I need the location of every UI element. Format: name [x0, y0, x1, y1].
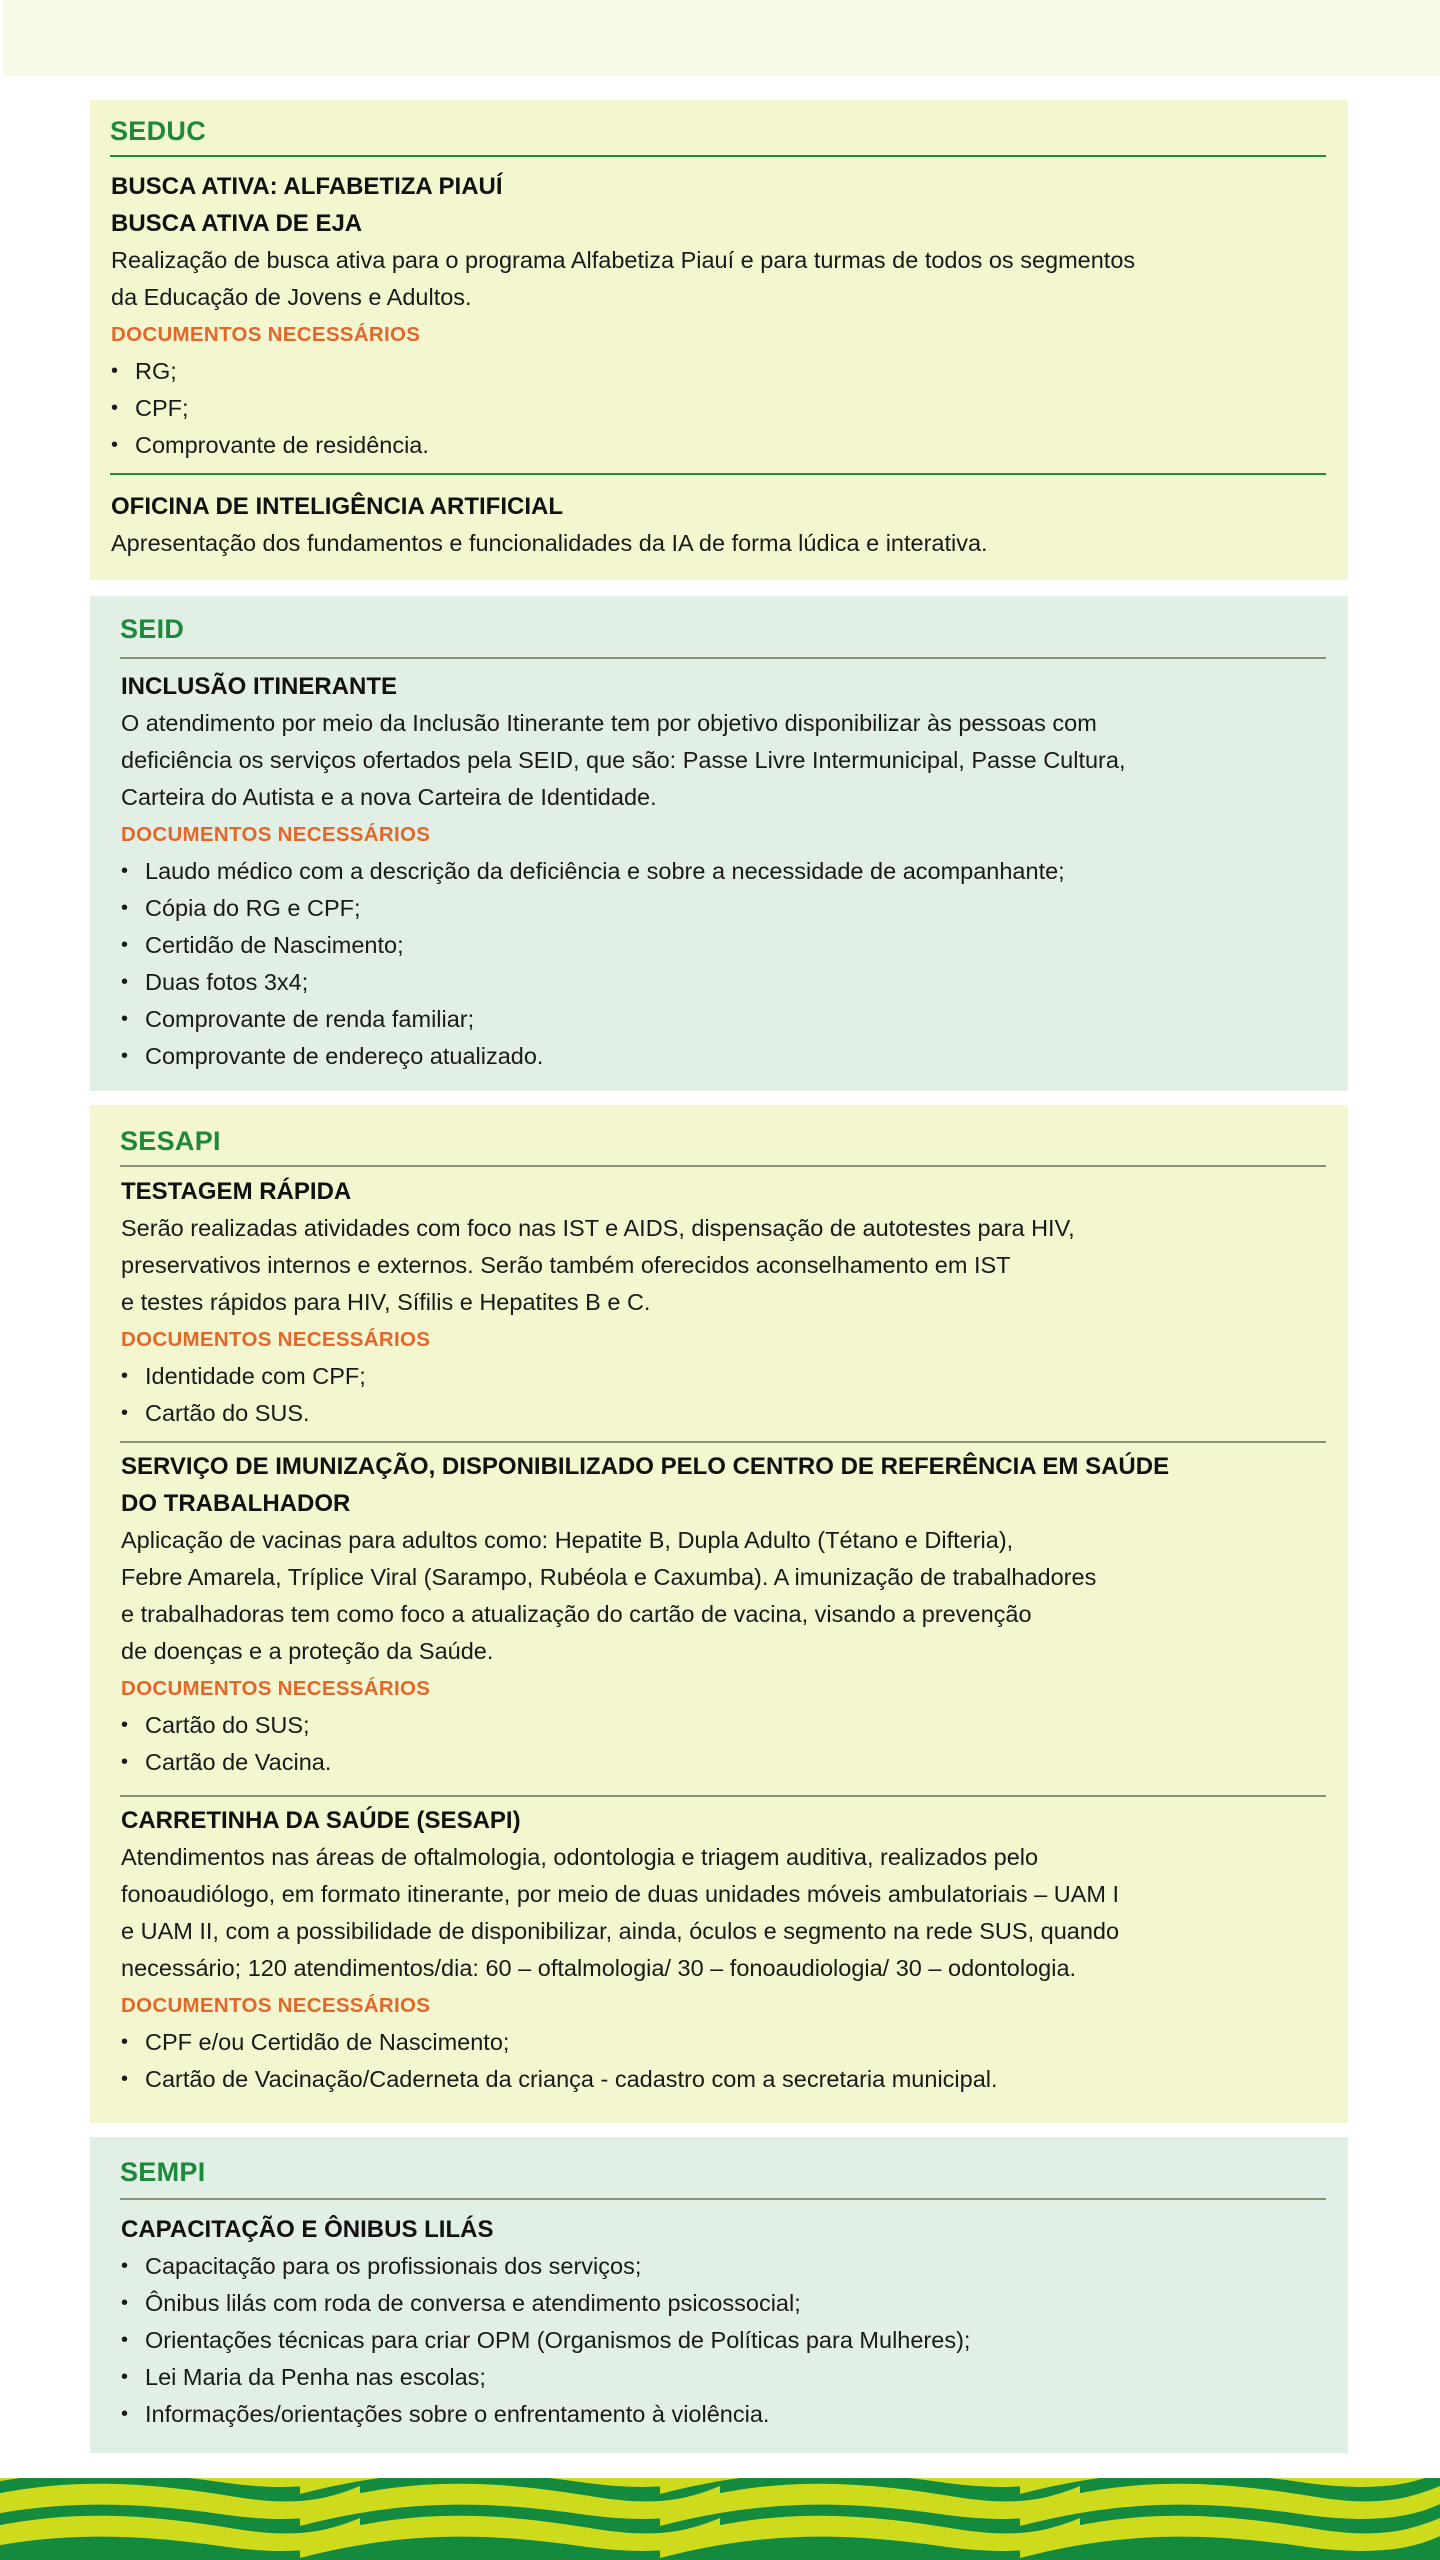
testagem-block: [121, 1173, 1336, 1432]
item-title: SERVIÇO DE IMUNIZAÇÃO, DISPONIBILIZADO PELO CENTRO DE REFERÊNCIA EM SAÚDE: [121, 1453, 1170, 1480]
item-title: CARRETINHA DA SAÚDE (SESAPI): [121, 1807, 521, 1834]
item-description: Febre Amarela, Tríplice Viral (Sarampo, Rubéola e Caxumba). A imunização de trabalhadores: [121, 1564, 1097, 1590]
bullet-icon: •: [121, 2031, 129, 2053]
bullet-icon: •: [121, 1045, 129, 1067]
section-seid: [90, 596, 1348, 1091]
oficina-ia-block: [111, 488, 1331, 562]
bullet-icon: •: [121, 2255, 129, 2277]
list-item: • Identidade com CPF;: [121, 1358, 1336, 1395]
footer-wave-pattern: [0, 2478, 1440, 2560]
item-title: DO TRABALHADOR: [121, 1490, 351, 1517]
item-title: BUSCA ATIVA: ALFABETIZA PIAUÍ: [111, 173, 503, 200]
docs-list: [121, 2024, 1336, 2098]
item-title: INCLUSÃO ITINERANTE: [121, 673, 397, 700]
docs-label: DOCUMENTOS NECESSÁRIOS: [121, 823, 431, 846]
list-item: • Cartão do SUS;: [121, 1707, 1336, 1744]
bullet-icon: •: [111, 434, 119, 456]
bullet-icon: •: [121, 860, 129, 882]
section-divider: [120, 1165, 1326, 1167]
bullet-icon: •: [121, 1365, 129, 1387]
list-item: • Duas fotos 3x4;: [121, 964, 1336, 1001]
list-item: • Orientações técnicas para criar OPM (Organismos de Políticas para Mulheres);: [121, 2322, 1336, 2359]
docs-list: [111, 353, 1331, 464]
item-description: preservativos internos e externos. Serão também oferecidos aconselhamento em IST: [121, 1252, 1011, 1278]
item-description: Apresentação dos fundamentos e funcionalidades da IA de forma lúdica e interativa.: [111, 530, 988, 556]
docs-label: DOCUMENTOS NECESSÁRIOS: [121, 1677, 431, 1700]
bullet-icon: •: [121, 2068, 129, 2090]
item-description: de doenças e a proteção da Saúde.: [121, 1638, 494, 1664]
list-item: • Laudo médico com a descrição da deficiência e sobre a necessidade de acompanhante;: [121, 853, 1336, 890]
item-title: BUSCA ATIVA DE EJA: [111, 210, 363, 237]
list-item: • Lei Maria da Penha nas escolas;: [121, 2359, 1336, 2396]
item-description: e UAM II, com a possibilidade de disponibilizar, ainda, óculos e segmento na rede SUS, quando: [121, 1918, 1120, 1944]
item-description: fonoaudiólogo, em formato itinerante, por meio de duas unidades móveis ambulatoriais – UAM I: [121, 1881, 1119, 1907]
item-divider: [120, 1795, 1326, 1797]
docs-list: [121, 1358, 1336, 1432]
carretinha-block: [121, 1802, 1336, 2098]
item-description: Realização de busca ativa para o programa Alfabetiza Piauí e para turmas de todos os segmentos: [111, 247, 1136, 273]
item-description: O atendimento por meio da Inclusão Itinerante tem por objetivo disponibilizar às pessoas com: [121, 710, 1097, 736]
item-description: Aplicação de vacinas para adultos como: Hepatite B, Dupla Adulto (Tétano e Difteria),: [121, 1527, 1014, 1553]
bullet-icon: •: [121, 2366, 129, 2388]
item-divider: [110, 473, 1326, 475]
docs-label: DOCUMENTOS NECESSÁRIOS: [121, 1328, 431, 1351]
bullet-icon: •: [121, 1751, 129, 1773]
docs-label: DOCUMENTOS NECESSÁRIOS: [111, 323, 421, 346]
section-title: SEID: [120, 614, 185, 644]
docs-list: [121, 853, 1336, 1075]
item-description: da Educação de Jovens e Adultos.: [111, 284, 472, 310]
list-item: • Comprovante de endereço atualizado.: [121, 1038, 1336, 1075]
item-description: e trabalhadoras tem como foco a atualização do cartão de vacina, visando a prevenção: [121, 1601, 1032, 1627]
bullet-icon: •: [111, 360, 119, 382]
docs-label: DOCUMENTOS NECESSÁRIOS: [121, 1994, 431, 2017]
list-item: • CPF;: [111, 390, 1331, 427]
item-description: Serão realizadas atividades com foco nas IST e AIDS, dispensação de autotestes para HIV,: [121, 1215, 1075, 1241]
section-divider: [120, 2198, 1326, 2200]
list-item: • Cartão do SUS.: [121, 1395, 1336, 1432]
item-description: deficiência os serviços ofertados pela SEID, que são: Passe Livre Intermunicipal, Passe Cultura,: [121, 747, 1126, 773]
list-item: • Cartão de Vacina.: [121, 1744, 1336, 1781]
section-title: SESAPI: [120, 1126, 221, 1156]
list-item: • Comprovante de residência.: [111, 427, 1331, 464]
section-seduc: [90, 100, 1348, 580]
items-list: [121, 2248, 1336, 2433]
bullet-icon: •: [121, 2403, 129, 2425]
bullet-icon: •: [121, 971, 129, 993]
list-item: • Informações/orientações sobre o enfrentamento à violência.: [121, 2396, 1336, 2433]
item-description: Carteira do Autista e a nova Carteira de Identidade.: [121, 784, 657, 810]
list-item: • RG;: [111, 353, 1331, 390]
bullet-icon: •: [121, 1402, 129, 1424]
bullet-icon: •: [121, 934, 129, 956]
list-item: • Cartão de Vacinação/Caderneta da criança - cadastro com a secretaria municipal.: [121, 2061, 1336, 2098]
item-title: OFICINA DE INTELIGÊNCIA ARTIFICIAL: [111, 493, 563, 520]
list-item: • Certidão de Nascimento;: [121, 927, 1336, 964]
list-item: • Comprovante de renda familiar;: [121, 1001, 1336, 1038]
bullet-icon: •: [121, 2329, 129, 2351]
busca-ativa-block: [111, 168, 1331, 464]
item-title: CAPACITAÇÃO E ÔNIBUS LILÁS: [121, 2216, 494, 2243]
imunizacao-block: [121, 1448, 1336, 1781]
list-item: • Cópia do RG e CPF;: [121, 890, 1336, 927]
item-divider: [120, 1441, 1326, 1443]
docs-list: [121, 1707, 1336, 1781]
section-divider: [110, 155, 1326, 157]
bullet-icon: •: [121, 897, 129, 919]
section-title: SEMPI: [120, 2157, 206, 2187]
bullet-icon: •: [121, 1008, 129, 1030]
bullet-icon: •: [111, 397, 119, 419]
capacitacao-block: [121, 2211, 1336, 2433]
item-description: Atendimentos nas áreas de oftalmologia, odontologia e triagem auditiva, realizados pelo: [121, 1844, 1039, 1870]
bullet-icon: •: [121, 2292, 129, 2314]
section-sesapi: [90, 1105, 1348, 2123]
list-item: • CPF e/ou Certidão de Nascimento;: [121, 2024, 1336, 2061]
top-band: [3, 0, 1440, 76]
bullet-icon: •: [121, 1714, 129, 1736]
list-item: • Ônibus lilás com roda de conversa e atendimento psicossocial;: [121, 2285, 1336, 2322]
item-description: necessário; 120 atendimentos/dia: 60 – oftalmologia/ 30 – fonoaudiologia/ 30 – odontologia.: [121, 1955, 1077, 1981]
section-sempi: [90, 2137, 1348, 2453]
item-description: e testes rápidos para HIV, Sífilis e Hepatites B e C.: [121, 1289, 651, 1315]
item-title: TESTAGEM RÁPIDA: [121, 1178, 352, 1205]
section-title: SEDUC: [110, 116, 207, 146]
inclusao-block: [121, 668, 1336, 1075]
section-divider: [120, 657, 1326, 659]
list-item: • Capacitação para os profissionais dos serviços;: [121, 2248, 1336, 2285]
